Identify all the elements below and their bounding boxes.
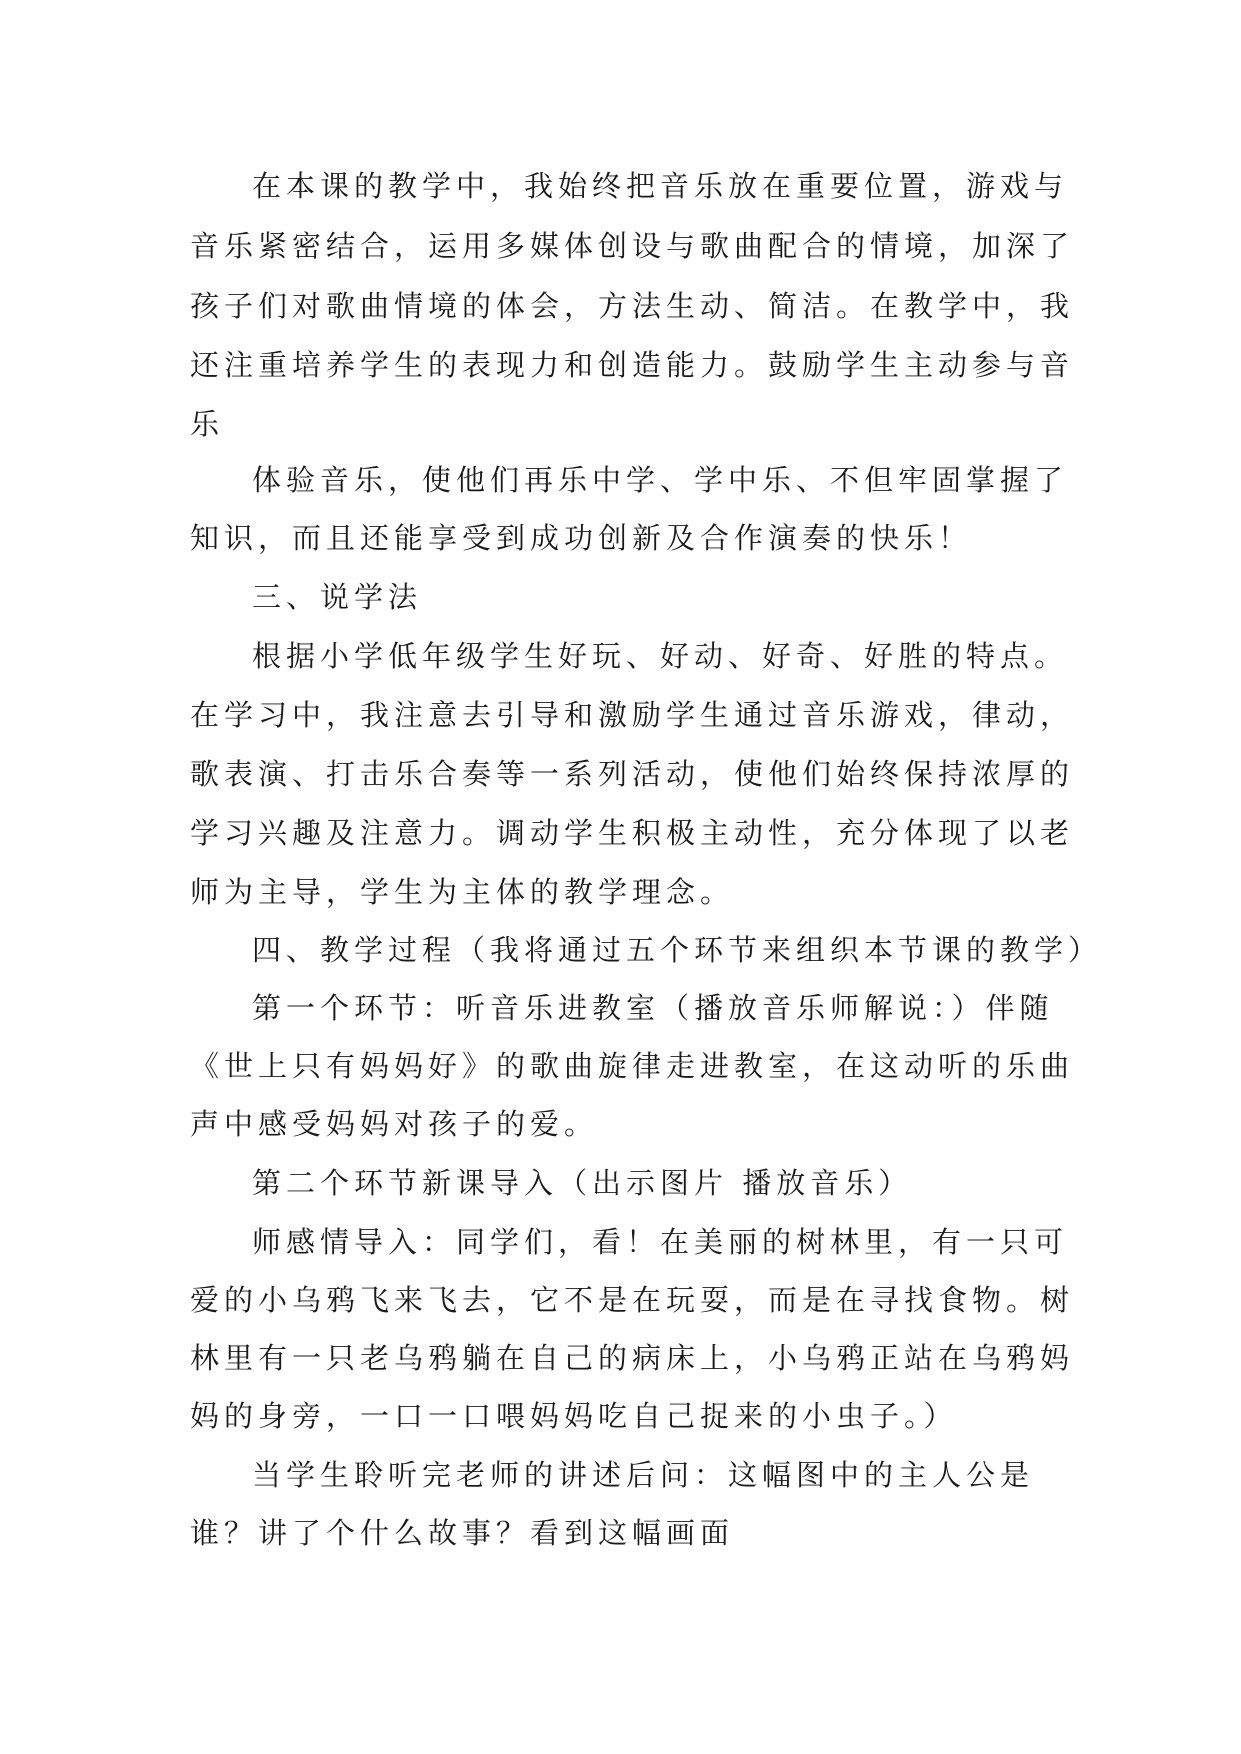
paragraph-line: 爱的小乌鸦飞来飞去，它不是在玩耍，而是在寻找食物。树 [190, 1283, 1075, 1317]
paragraph-line: 歌表演、打击乐合奏等一系列活动，使他们始终保持浓厚的 [190, 757, 1075, 791]
paragraph-line: 第一个环节：听音乐进教室（播放音乐师解说：）伴随 [252, 991, 1054, 1025]
paragraph-line: 声中感受妈妈对孩子的爱。 [190, 1107, 599, 1141]
section-heading: 三、说学法 [252, 580, 423, 614]
section-heading: 四、教学过程（我将通过五个环节来组织本节课的教学） [252, 933, 1103, 967]
paragraph-line: 妈的身旁，一口一口喂妈妈吃自己捉来的小虫子。） [190, 1399, 958, 1433]
paragraph-line: 体验音乐，使他们再乐中学、学中乐、不但牢固掌握了 [252, 463, 1069, 497]
paragraph-line: 乐 [190, 407, 225, 441]
paragraph-line: 谁？讲了个什么故事？看到这幅画面 [190, 1516, 735, 1550]
paragraph-line: 知识，而且还能享受到成功创新及合作演奏的快乐！ [190, 521, 973, 555]
paragraph-line: 师感情导入：同学们，看！在美丽的树林里，有一只可 [252, 1225, 1069, 1259]
paragraph-line: 第二个环节新课导入（出示图片 播放音乐） [252, 1166, 913, 1200]
paragraph-line: 根据小学低年级学生好玩、好动、好奇、好胜的特点。 [252, 639, 1069, 673]
paragraph-line: 孩子们对歌曲情境的体会，方法生动、简洁。在教学中，我 [190, 289, 1075, 323]
paragraph-line: 在学习中，我注意去引导和激励学生通过音乐游戏，律动， [190, 698, 1075, 732]
paragraph-line: 师为主导，学生为主体的教学理念。 [190, 875, 735, 909]
paragraph-line: 《世上只有妈妈好》的歌曲旋律走进教室，在这动听的乐曲 [190, 1049, 1075, 1083]
paragraph-line: 还注重培养学生的表现力和创造能力。鼓励学生主动参与音 [190, 348, 1075, 382]
paragraph-line: 当学生聆听完老师的讲述后问：这幅图中的主人公是 [252, 1458, 1035, 1492]
paragraph-line: 学习兴趣及注意力。调动学生积极主动性，充分体现了以老 [190, 816, 1075, 850]
paragraph-line: 林里有一只老乌鸦躺在自己的病床上，小乌鸦正站在乌鸦妈 [190, 1341, 1075, 1375]
paragraph-line: 音乐紧密结合，运用多媒体创设与歌曲配合的情境，加深了 [190, 229, 1075, 263]
paragraph-line: 在本课的教学中，我始终把音乐放在重要位置，游戏与 [252, 169, 1069, 203]
